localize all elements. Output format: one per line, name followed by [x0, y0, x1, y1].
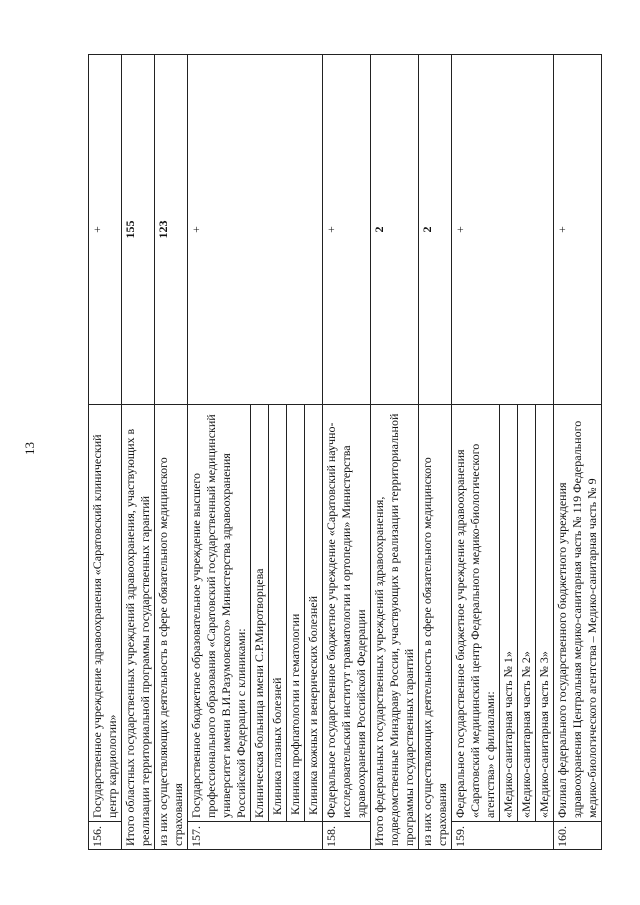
summary-row — [122, 55, 155, 850]
clinic-name: Клиника кожных и венерических болезней — [305, 405, 323, 822]
institutions-table — [88, 54, 602, 850]
participation-mark: + — [554, 55, 602, 405]
summary-label: из них осуществляющих деятельность в сфере обязательного медицинского страхования — [155, 405, 188, 850]
row-number: 159. — [452, 822, 554, 850]
page-number: 13 — [22, 442, 37, 455]
clinic-name: Клиника глазных болезней — [269, 405, 287, 822]
participation-mark: + — [188, 55, 323, 405]
summary-label: из них осуществляющих деятельность в сфере обязательного медицинского страхования — [419, 405, 452, 850]
participation-mark: + — [89, 55, 122, 405]
summary-label: Итого областных государственных учреждений здравоохранения, участвующих в реализации территориальной программы государственных гарантий — [122, 405, 155, 850]
table-row — [188, 55, 251, 850]
summary-row — [155, 55, 188, 850]
summary-value: 2 — [371, 55, 419, 405]
institution-name: Федеральное государственное бюджетное учреждение «Саратовский научно-исследовательский институт травматологии и ортопедии» Министерства здравоохранения Российской Федерации — [323, 405, 371, 822]
institution-name: Филиал федерального государственного бюджетного учреждения здравоохранения Центральная медико-санитарная часть № 119 Федерального медико-биологического агентства – Медико-санитарная часть № 9 — [554, 405, 602, 822]
branch-name: «Медико-санитарная часть № 1» — [500, 405, 518, 822]
institution-name: Государственное учреждение здравоохранения «Саратовский клинический центр кардиологии» — [89, 405, 122, 822]
rotated-page-content — [88, 55, 599, 850]
table-row — [323, 55, 371, 850]
participation-mark: + — [452, 55, 554, 405]
participation-mark: + — [323, 55, 371, 405]
clinic-name: Клиника профпатологии и гематологии — [287, 405, 305, 822]
table-row — [554, 55, 602, 850]
table-row — [89, 55, 122, 850]
institution-name: Государственное бюджетное образовательное учреждение высшего профессионального образования «Саратовский государственный медицинский университет имени В.И.Разумовского» Министерства здравоохранения Российской Федерации с клиниками: — [188, 405, 251, 822]
summary-label: Итого федеральных государственных учреждений здравоохранения, подведомственные Минздраву России, участвующих в реализации территориальной программы государственных гарантий — [371, 405, 419, 850]
branch-name: «Медико-санитарная часть № 2» — [518, 405, 536, 822]
row-number: 160. — [554, 822, 602, 850]
row-number: 158. — [323, 822, 371, 850]
summary-row — [419, 55, 452, 850]
row-number: 156. — [89, 822, 122, 850]
summary-value: 123 — [155, 55, 188, 405]
table-row — [452, 55, 500, 850]
branch-name: «Медико-санитарная часть № 3» — [536, 405, 554, 822]
summary-value: 155 — [122, 55, 155, 405]
summary-row — [371, 55, 419, 850]
clinic-name: Клиническая больница имени С.Р.Миротворцева — [251, 405, 269, 822]
summary-value: 2 — [419, 55, 452, 405]
row-number: 157. — [188, 822, 323, 850]
institution-name: Федеральное государственное бюджетное учреждение здравоохранения «Саратовский медицинский центр Федерального медико-биологического агентства» с филиалами: — [452, 405, 500, 822]
